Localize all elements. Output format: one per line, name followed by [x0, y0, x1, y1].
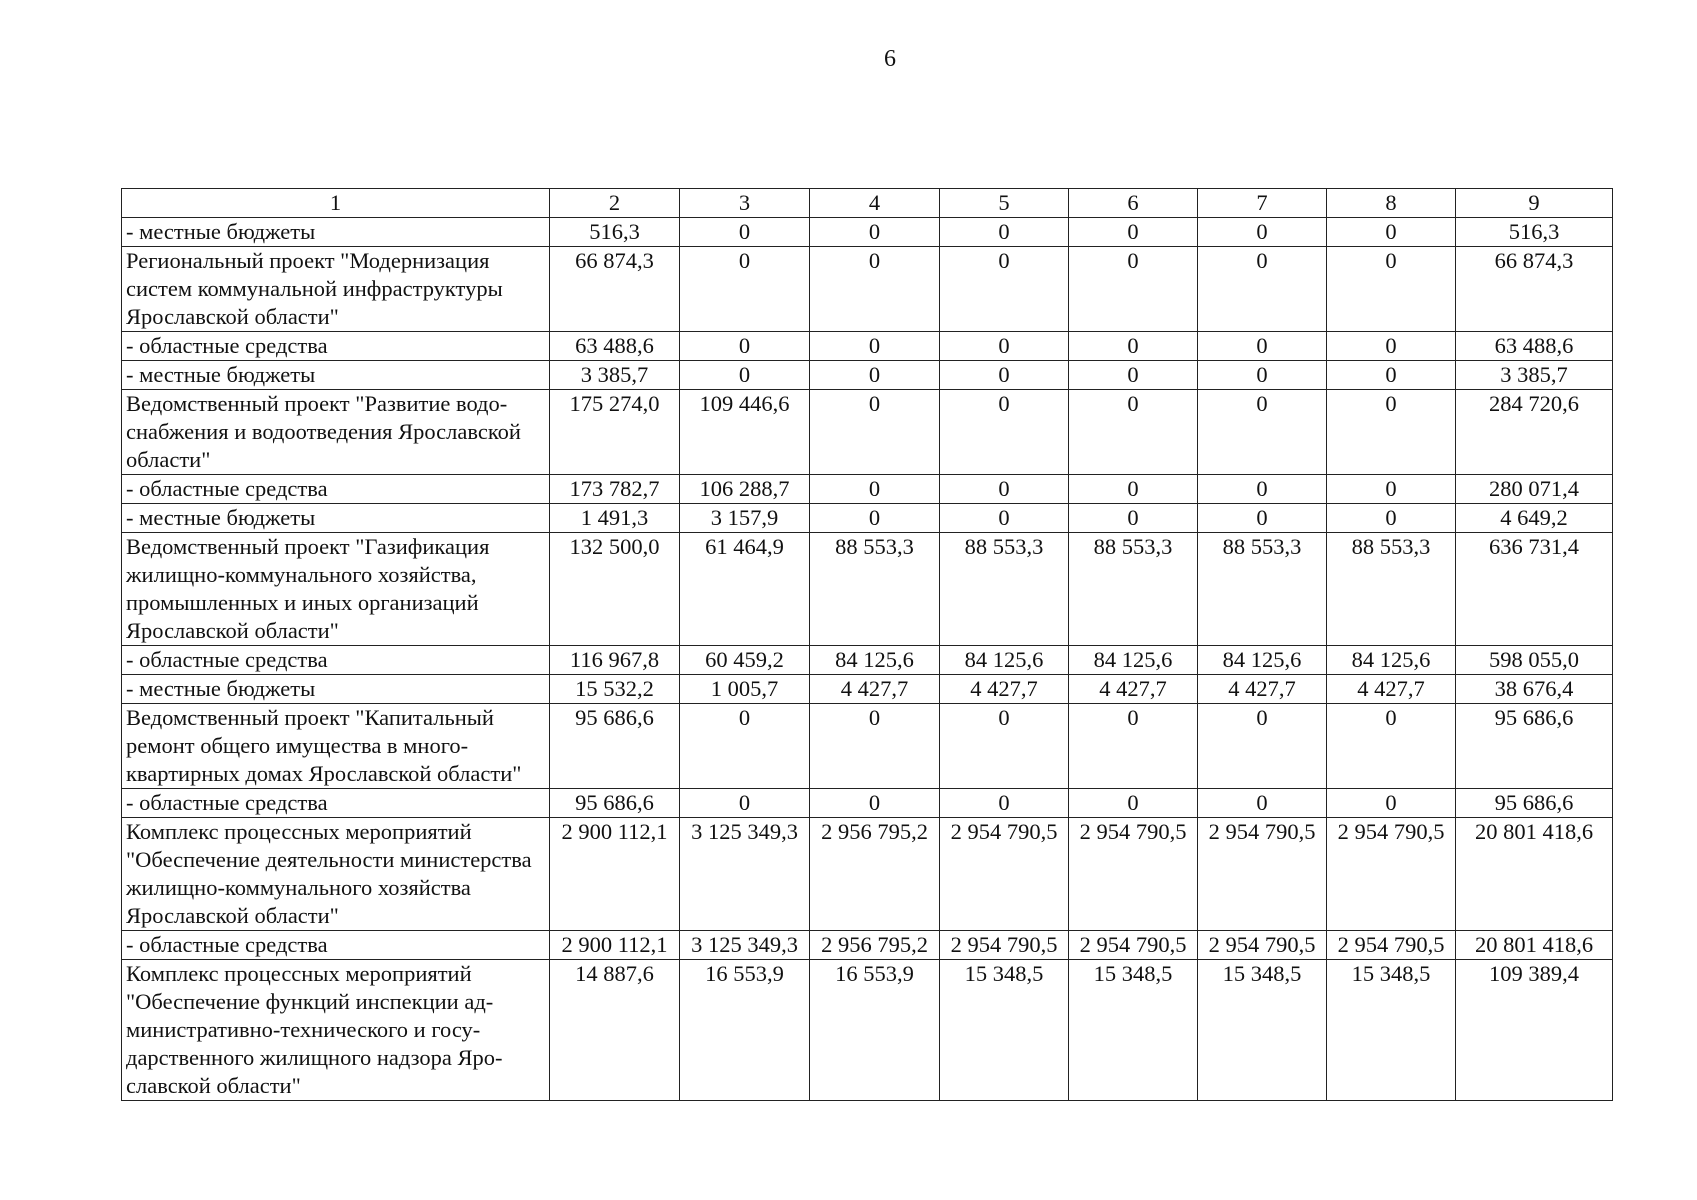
value-cell: 598 055,0 — [1456, 646, 1613, 675]
value-cell: 0 — [1327, 332, 1456, 361]
table-body — [122, 189, 1613, 1101]
value-cell: 2 954 790,5 — [940, 931, 1069, 960]
value-cell: 3 125 349,3 — [680, 931, 810, 960]
header-cell: 8 — [1327, 189, 1456, 218]
value-cell: 15 348,5 — [1327, 960, 1456, 1101]
value-cell: 0 — [1198, 704, 1327, 789]
value-cell: 4 427,7 — [1198, 675, 1327, 704]
value-cell: 0 — [940, 218, 1069, 247]
value-cell: 109 389,4 — [1456, 960, 1613, 1101]
value-cell: 2 954 790,5 — [940, 818, 1069, 931]
value-cell: 2 954 790,5 — [1327, 931, 1456, 960]
table-row — [122, 960, 1613, 1101]
value-cell: 84 125,6 — [940, 646, 1069, 675]
value-cell: 0 — [1327, 218, 1456, 247]
value-cell: 0 — [1069, 704, 1198, 789]
value-cell: 175 274,0 — [550, 390, 680, 475]
row-label: Комплекс процессных мероприятий "Обеспечение деятельности министерства жилищно-коммунального хозяйства Ярославской области" — [122, 818, 550, 931]
header-cell: 9 — [1456, 189, 1613, 218]
value-cell: 0 — [1198, 475, 1327, 504]
value-cell: 2 954 790,5 — [1069, 931, 1198, 960]
value-cell: 0 — [1069, 218, 1198, 247]
value-cell: 88 553,3 — [1198, 533, 1327, 646]
value-cell: 132 500,0 — [550, 533, 680, 646]
value-cell: 0 — [810, 361, 940, 390]
table-row — [122, 475, 1613, 504]
value-cell: 0 — [1327, 789, 1456, 818]
value-cell: 0 — [810, 247, 940, 332]
value-cell: 0 — [940, 332, 1069, 361]
value-cell: 4 427,7 — [810, 675, 940, 704]
value-cell: 95 686,6 — [1456, 789, 1613, 818]
budget-table — [121, 188, 1613, 1101]
value-cell: 0 — [940, 361, 1069, 390]
value-cell: 3 125 349,3 — [680, 818, 810, 931]
header-cell: 6 — [1069, 189, 1198, 218]
value-cell: 0 — [1069, 789, 1198, 818]
value-cell: 284 720,6 — [1456, 390, 1613, 475]
value-cell: 106 288,7 — [680, 475, 810, 504]
value-cell: 0 — [940, 789, 1069, 818]
value-cell: 60 459,2 — [680, 646, 810, 675]
value-cell: 88 553,3 — [940, 533, 1069, 646]
value-cell: 0 — [1069, 361, 1198, 390]
table-row — [122, 247, 1613, 332]
value-cell: 0 — [680, 789, 810, 818]
value-cell: 20 801 418,6 — [1456, 818, 1613, 931]
value-cell: 0 — [810, 504, 940, 533]
value-cell: 0 — [680, 704, 810, 789]
value-cell: 2 956 795,2 — [810, 818, 940, 931]
header-cell: 5 — [940, 189, 1069, 218]
table-row — [122, 332, 1613, 361]
value-cell: 0 — [1198, 218, 1327, 247]
value-cell: 2 956 795,2 — [810, 931, 940, 960]
value-cell: 0 — [810, 789, 940, 818]
value-cell: 0 — [1327, 704, 1456, 789]
value-cell: 84 125,6 — [810, 646, 940, 675]
row-label: - местные бюджеты — [122, 218, 550, 247]
value-cell: 0 — [940, 390, 1069, 475]
value-cell: 2 954 790,5 — [1327, 818, 1456, 931]
table-row — [122, 789, 1613, 818]
value-cell: 15 348,5 — [1198, 960, 1327, 1101]
value-cell: 15 348,5 — [940, 960, 1069, 1101]
table-row — [122, 533, 1613, 646]
value-cell: 0 — [680, 332, 810, 361]
value-cell: 280 071,4 — [1456, 475, 1613, 504]
value-cell: 4 427,7 — [940, 675, 1069, 704]
value-cell: 0 — [1198, 361, 1327, 390]
value-cell: 0 — [1327, 390, 1456, 475]
row-label: - местные бюджеты — [122, 361, 550, 390]
value-cell: 15 532,2 — [550, 675, 680, 704]
value-cell: 4 649,2 — [1456, 504, 1613, 533]
value-cell: 84 125,6 — [1198, 646, 1327, 675]
value-cell: 116 967,8 — [550, 646, 680, 675]
value-cell: 0 — [1198, 332, 1327, 361]
value-cell: 63 488,6 — [550, 332, 680, 361]
value-cell: 0 — [1069, 247, 1198, 332]
value-cell: 0 — [940, 704, 1069, 789]
value-cell: 16 553,9 — [810, 960, 940, 1101]
value-cell: 0 — [680, 247, 810, 332]
value-cell: 95 686,6 — [1456, 704, 1613, 789]
value-cell: 1 491,3 — [550, 504, 680, 533]
value-cell: 61 464,9 — [680, 533, 810, 646]
value-cell: 3 385,7 — [1456, 361, 1613, 390]
value-cell: 0 — [810, 218, 940, 247]
value-cell: 0 — [1327, 247, 1456, 332]
row-label: - областные средства — [122, 332, 550, 361]
header-cell: 2 — [550, 189, 680, 218]
header-cell: 7 — [1198, 189, 1327, 218]
value-cell: 0 — [1327, 361, 1456, 390]
value-cell: 66 874,3 — [1456, 247, 1613, 332]
value-cell: 636 731,4 — [1456, 533, 1613, 646]
value-cell: 2 954 790,5 — [1198, 931, 1327, 960]
value-cell: 38 676,4 — [1456, 675, 1613, 704]
row-label: - местные бюджеты — [122, 675, 550, 704]
table-row — [122, 504, 1613, 533]
value-cell: 0 — [810, 475, 940, 504]
value-cell: 63 488,6 — [1456, 332, 1613, 361]
value-cell: 4 427,7 — [1327, 675, 1456, 704]
header-cell: 4 — [810, 189, 940, 218]
value-cell: 84 125,6 — [1327, 646, 1456, 675]
value-cell: 2 900 112,1 — [550, 931, 680, 960]
value-cell: 66 874,3 — [550, 247, 680, 332]
value-cell: 0 — [1327, 504, 1456, 533]
value-cell: 0 — [1198, 247, 1327, 332]
value-cell: 2 954 790,5 — [1069, 818, 1198, 931]
value-cell: 0 — [940, 504, 1069, 533]
value-cell: 0 — [680, 218, 810, 247]
row-label: Региональный проект "Модернизация систем коммунальной инфраструктуры Ярославской области" — [122, 247, 550, 332]
value-cell: 15 348,5 — [1069, 960, 1198, 1101]
table-row — [122, 646, 1613, 675]
value-cell: 0 — [1198, 789, 1327, 818]
value-cell: 2 900 112,1 — [550, 818, 680, 931]
value-cell: 88 553,3 — [810, 533, 940, 646]
table-row — [122, 704, 1613, 789]
value-cell: 88 553,3 — [1327, 533, 1456, 646]
value-cell: 0 — [940, 475, 1069, 504]
value-cell: 516,3 — [1456, 218, 1613, 247]
row-label: Ведомственный проект "Газификация жилищно-коммунального хозяйства, промышленных и иных организаций Ярославской области" — [122, 533, 550, 646]
table-row — [122, 931, 1613, 960]
table-row — [122, 361, 1613, 390]
value-cell: 16 553,9 — [680, 960, 810, 1101]
row-label: Комплекс процессных мероприятий "Обеспечение функций инспекции административно-технического и государственного жилищного надзора Ярославской области" — [122, 960, 550, 1101]
value-cell: 3 157,9 — [680, 504, 810, 533]
value-cell: 0 — [1327, 475, 1456, 504]
value-cell: 14 887,6 — [550, 960, 680, 1101]
value-cell: 1 005,7 — [680, 675, 810, 704]
table-row — [122, 675, 1613, 704]
value-cell: 0 — [940, 247, 1069, 332]
value-cell: 88 553,3 — [1069, 533, 1198, 646]
value-cell: 3 385,7 — [550, 361, 680, 390]
value-cell: 95 686,6 — [550, 704, 680, 789]
header-cell: 1 — [122, 189, 550, 218]
table-row — [122, 818, 1613, 931]
value-cell: 516,3 — [550, 218, 680, 247]
value-cell: 0 — [810, 390, 940, 475]
value-cell: 0 — [680, 361, 810, 390]
table-row — [122, 218, 1613, 247]
row-label: - областные средства — [122, 646, 550, 675]
row-label: Ведомственный проект "Капитальный ремонт общего имущества в многоквартирных домах Ярославской области" — [122, 704, 550, 789]
row-label: Ведомственный проект "Развитие водоснабжения и водоотведения Ярославской области" — [122, 390, 550, 475]
table-row — [122, 390, 1613, 475]
value-cell: 84 125,6 — [1069, 646, 1198, 675]
value-cell: 4 427,7 — [1069, 675, 1198, 704]
header-cell: 3 — [680, 189, 810, 218]
header-row — [122, 189, 1613, 218]
value-cell: 0 — [1069, 504, 1198, 533]
row-label: - местные бюджеты — [122, 504, 550, 533]
value-cell: 95 686,6 — [550, 789, 680, 818]
value-cell: 0 — [1198, 390, 1327, 475]
value-cell: 0 — [1069, 475, 1198, 504]
value-cell: 173 782,7 — [550, 475, 680, 504]
value-cell: 109 446,6 — [680, 390, 810, 475]
row-label: - областные средства — [122, 931, 550, 960]
row-label: - областные средства — [122, 789, 550, 818]
value-cell: 2 954 790,5 — [1198, 818, 1327, 931]
value-cell: 0 — [1198, 504, 1327, 533]
page-number: 6 — [884, 46, 896, 72]
value-cell: 20 801 418,6 — [1456, 931, 1613, 960]
value-cell: 0 — [810, 704, 940, 789]
row-label: - областные средства — [122, 475, 550, 504]
value-cell: 0 — [1069, 390, 1198, 475]
value-cell: 0 — [1069, 332, 1198, 361]
value-cell: 0 — [810, 332, 940, 361]
